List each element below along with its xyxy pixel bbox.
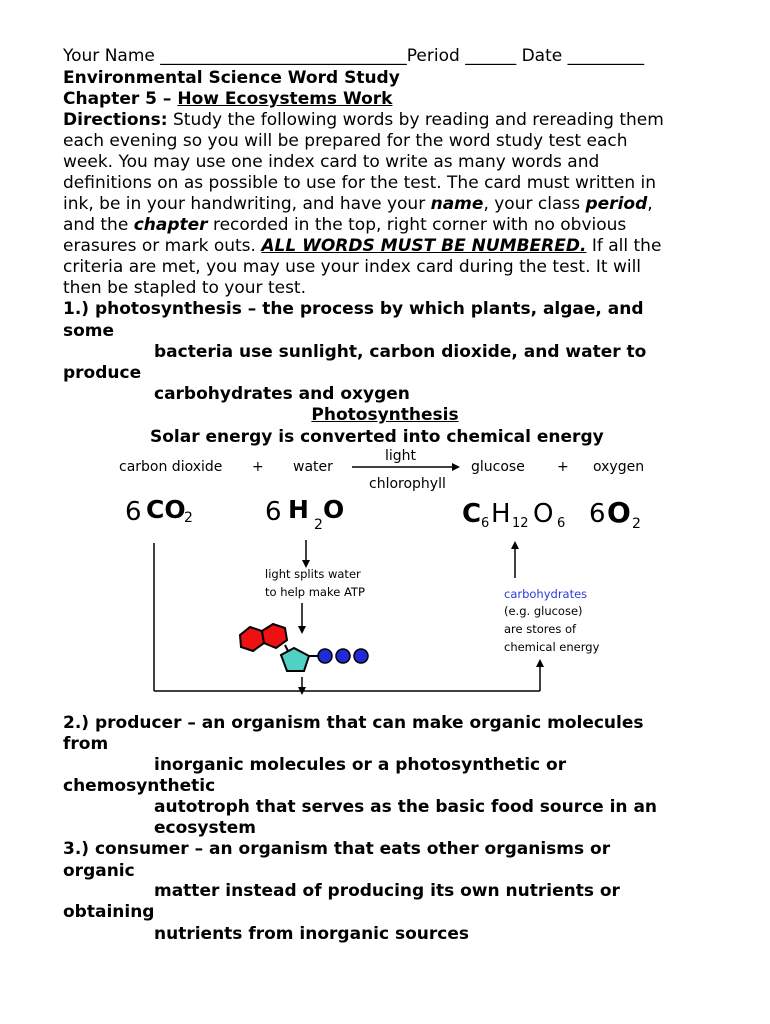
directions-line-8: criteria are met, you may use your index card during the test. It will	[63, 257, 642, 277]
directions-text: recorded in the top, right corner with no obvious	[207, 215, 627, 235]
directions-text: Study the following words by reading and rereading them	[167, 110, 664, 130]
name-emphasis: name	[430, 194, 484, 214]
directions-line-9: then be stapled to your test.	[63, 278, 306, 298]
term-2-line-3: inorganic molecules or a photosynthetic or	[154, 755, 567, 775]
label-oxygen: oxygen	[593, 459, 645, 475]
phosphate-icon	[354, 649, 368, 663]
term-3-line-4: obtaining	[63, 902, 155, 922]
arrowhead-icon	[298, 626, 306, 634]
phosphate-icon	[336, 649, 350, 663]
arrowhead-icon	[511, 541, 519, 549]
term-2-line-1: 2.) producer – an organism that can make organic molecules	[63, 713, 644, 733]
glucose-o-sub: 6	[557, 516, 566, 531]
date-label: Date	[521, 46, 563, 66]
course-title: Environmental Science Word Study	[63, 68, 400, 88]
term-1-line-4: produce	[63, 363, 142, 383]
note-light-splits-2: to help make ATP	[265, 585, 365, 599]
header-line	[63, 46, 644, 67]
label-carbon-dioxide: carbon dioxide	[119, 459, 223, 475]
term-2-line-4: chemosynthetic	[63, 776, 216, 796]
term-1-line-5: carbohydrates and oxygen	[154, 384, 410, 404]
term-3-line-5: nutrients from inorganic sources	[154, 924, 469, 944]
glucose-h: H	[491, 499, 511, 529]
period-label: Period	[406, 46, 460, 66]
photosynthesis-diagram	[0, 445, 770, 705]
period-blank[interactable]: ______	[465, 46, 517, 66]
directions-line-5	[63, 194, 653, 215]
date-blank[interactable]: _________	[567, 46, 645, 66]
label-glucose: glucose	[471, 459, 525, 475]
h2o-o: O	[323, 495, 345, 524]
label-plus-2: +	[557, 459, 569, 475]
directions-text: ink, be in your handwriting, and have your	[63, 194, 431, 214]
directions-text: and the	[63, 215, 134, 235]
term-1-line-3: bacteria use sunlight, carbon dioxide, and water to	[154, 342, 647, 362]
directions-line-1	[63, 110, 664, 131]
term-3-line-3: matter instead of producing its own nutrients or	[154, 881, 620, 901]
bond-line	[285, 645, 288, 651]
o2-coefficient: 6	[589, 499, 606, 529]
term-1-line-2: some	[63, 321, 115, 341]
name-blank[interactable]: _____________________________	[160, 46, 407, 66]
directions-text: erasures or mark outs.	[63, 236, 262, 256]
chapter-emphasis: chapter	[133, 215, 208, 235]
glucose-h-sub: 12	[512, 516, 529, 531]
label-light: light	[385, 448, 417, 464]
note-are-stores: are stores of	[504, 622, 577, 636]
o2-subscript: 2	[632, 516, 641, 532]
h2o-h: H	[288, 495, 309, 524]
directions-line-3: week. You may use one index card to write as many words and	[63, 152, 600, 172]
label-plus-1: +	[252, 459, 264, 475]
h2o-coefficient: 6	[265, 497, 282, 527]
name-label: Your Name	[63, 46, 155, 66]
chapter-heading	[63, 89, 392, 110]
glucose-o: O	[533, 499, 554, 529]
directions-text: If all the	[586, 236, 662, 256]
o2-formula: O	[607, 496, 631, 529]
phosphate-icon	[318, 649, 332, 663]
co2-coefficient: 6	[125, 497, 142, 527]
directions-text: , your class	[483, 194, 586, 214]
period-emphasis: period	[585, 194, 648, 214]
term-2-line-5: autotroph that serves as the basic food source in an	[154, 797, 658, 817]
term-2-line-2: from	[63, 734, 109, 754]
co2-subscript: 2	[184, 510, 193, 526]
pentagon-icon	[281, 648, 309, 671]
chapter-title: How Ecosystems Work	[177, 89, 393, 109]
note-eg-glucose: (e.g. glucose)	[504, 604, 583, 618]
term-1-line-1: 1.) photosynthesis – the process by which plants, algae, and	[63, 299, 644, 319]
term-3-line-1: 3.) consumer – an organism that eats other organisms or	[63, 839, 611, 859]
note-chemical-energy: chemical energy	[504, 640, 600, 654]
diagram-heading: Photosynthesis	[311, 405, 459, 425]
label-chlorophyll: chlorophyll	[369, 476, 446, 492]
directions-line-6	[63, 215, 626, 236]
directions-text: ,	[647, 194, 653, 214]
directions-label: Directions:	[63, 110, 168, 130]
directions-line-4: definitions on as possible to use for the test. The card must written in	[63, 173, 657, 193]
hexagon-icon	[240, 627, 264, 651]
diagram-subheading: Solar energy is converted into chemical energy	[150, 427, 604, 447]
glucose-c-sub: 6	[481, 516, 490, 531]
arrowhead-icon	[452, 463, 460, 471]
numbered-rule: ALL WORDS MUST BE NUMBERED.	[261, 236, 587, 256]
chapter-prefix: Chapter 5 –	[63, 89, 178, 109]
arrowhead-icon	[536, 659, 544, 667]
label-water: water	[293, 459, 333, 475]
term-2-line-6: ecosystem	[154, 818, 256, 838]
note-light-splits-1: light splits water	[265, 567, 361, 581]
co2-formula: CO	[146, 495, 186, 524]
term-3-line-2: organic	[63, 861, 135, 881]
note-carbohydrates: carbohydrates	[504, 587, 588, 601]
hexagon-icon	[262, 624, 287, 648]
glucose-c: C	[462, 499, 482, 529]
directions-line-7	[63, 236, 661, 257]
h2o-subscript: 2	[314, 517, 323, 533]
directions-line-2: each evening so you will be prepared for the word study test each	[63, 131, 628, 151]
